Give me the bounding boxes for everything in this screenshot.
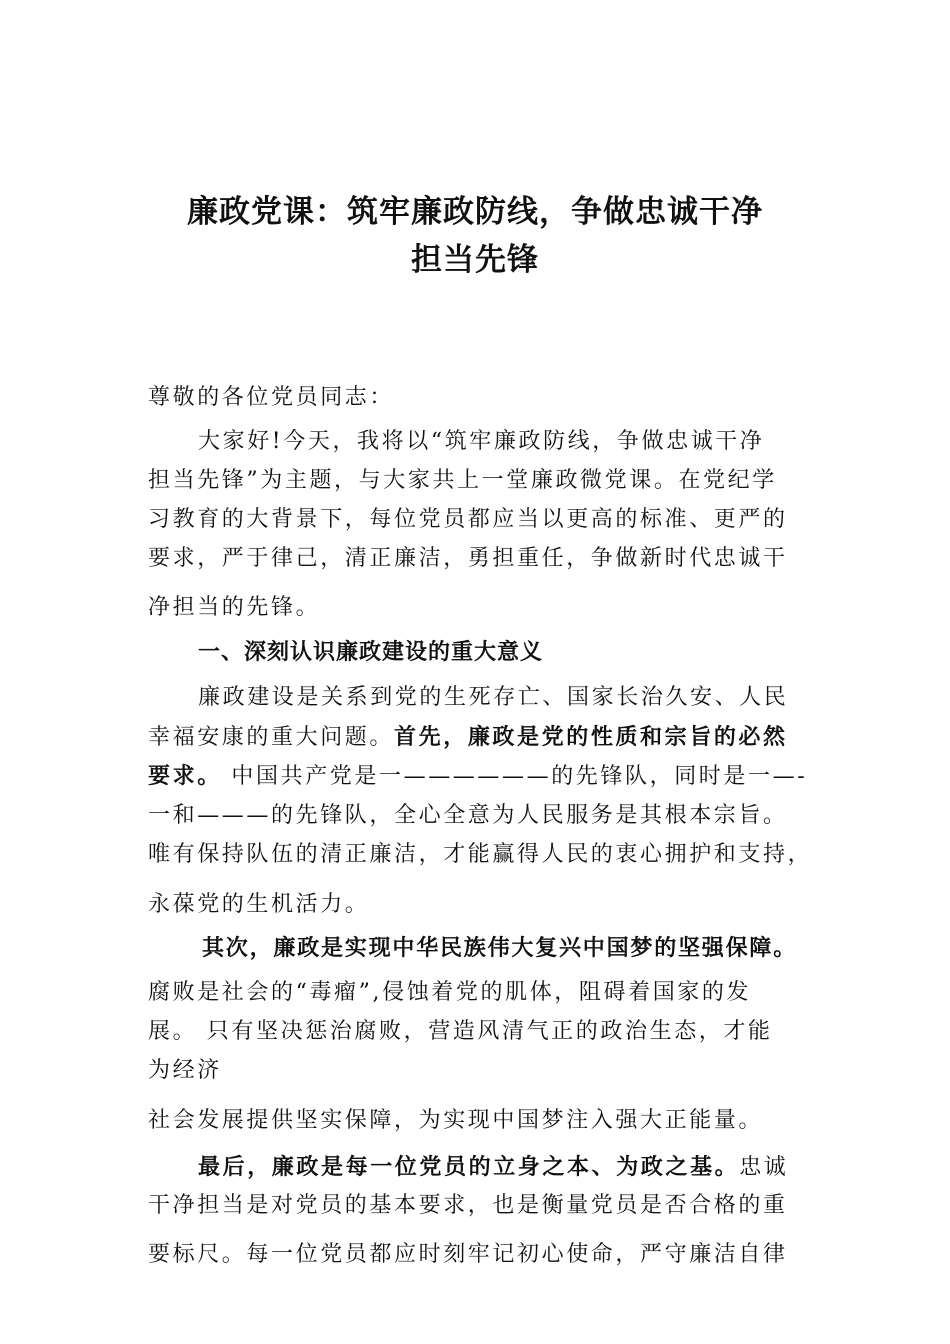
intro-line-3: 习教育的大背景下，每位党员都应当以更高的标准、更严的 [148,507,788,532]
salutation: 尊敬的各位党员同志： [148,385,395,410]
para-1-line-6: 永葆党的生机活力。 [148,892,370,917]
para-3-line-1 [198,1152,788,1183]
para-2-line-5: 社会发展提供坚实保障，为实现中国梦注入强大正能量。 [148,1108,764,1133]
intro-line-2: 担当先锋”为主题，与大家共上一堂廉政微党课。在党纪学 [148,468,777,493]
para-1-line-3-text: 中国共产党是一——————的先锋队，同时是一—- [221,764,808,789]
para-2-emphasis: 其次，廉政是实现中华民族伟大复兴中国梦的坚强保障。 [202,935,798,961]
para-2-line-2: 腐败是社会的“毒瘤”,侵蚀着党的肌体，阻碍着国家的发 [148,980,752,1005]
intro-line-4: 要求，严于律己，清正廉洁，勇担重任，争做新时代忠诚干 [148,546,788,571]
para-3-line-1-text: 忠诚 [739,1155,789,1180]
document-title-line-2: 担当先锋 [411,242,539,278]
document-title-line-1: 廉政党课：筑牢廉政防线，争做忠诚干净 [187,194,763,230]
para-1-line-4: 一和———的先锋队，全心全意为人民服务是其根本宗旨。 [148,803,788,828]
intro-line-1: 大家好!今天，我将以“筑牢廉政防线，争做忠诚干净 [198,429,765,454]
para-1-emphasis-end: 要求。 [148,763,222,789]
para-1-line-5: 唯有保持队伍的清正廉洁，才能赢得人民的衷心拥护和支持， [148,842,813,867]
para-1-line-3 [148,761,807,792]
para-1-line-2-text: 幸福安康的重大问题。 [148,725,395,750]
para-1-emphasis: 首先，廉政是党的性质和宗旨的必然 [394,724,788,750]
section-1-heading: 一、深刻认识廉政建设的重大意义 [198,640,544,665]
para-1-line-2 [148,722,788,753]
intro-line-5: 净担当的先锋。 [148,595,321,620]
para-3-line-2: 干净担当是对党员的基本要求，也是衡量党员是否合格的重 [148,1193,788,1218]
para-2-line-4: 为经济 [148,1058,222,1083]
para-3-emphasis: 最后，廉政是每一位党员的立身之本、为政之基。 [198,1154,740,1180]
para-1-line-1: 廉政建设是关系到党的生死存亡、国家长治久安、人民 [198,685,789,710]
para-3-line-3: 要标尺。每一位党员都应时刻牢记初心使命，严守廉洁自律 [148,1242,788,1267]
para-2-line-3: 展。 只有坚决惩治腐败，营造风清气正的政治生态，才能 [148,1019,773,1044]
